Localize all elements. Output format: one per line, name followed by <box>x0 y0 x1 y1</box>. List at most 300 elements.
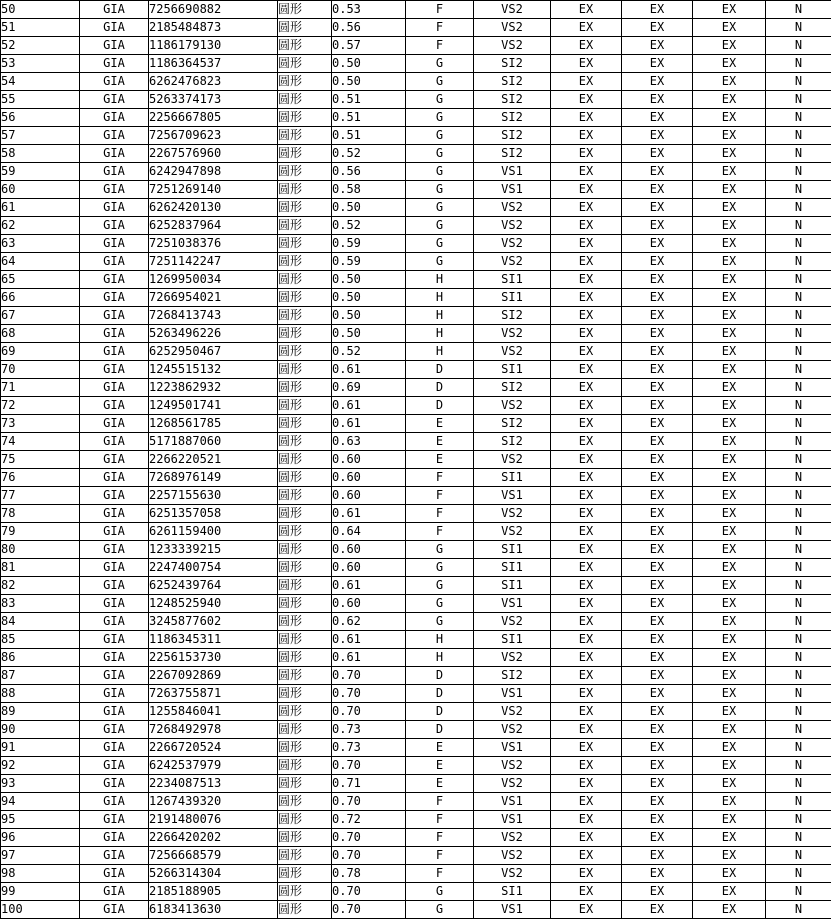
lab-cell: GIA <box>80 865 149 883</box>
shape-cell: 圆形 <box>278 307 332 325</box>
fluorescence-cell: N <box>766 613 831 631</box>
row-number: 70 <box>1 361 80 379</box>
clarity-cell: VS1 <box>474 685 551 703</box>
row-number: 85 <box>1 631 80 649</box>
lab-cell: GIA <box>80 757 149 775</box>
fluorescence-cell: N <box>766 541 831 559</box>
shape-cell: 圆形 <box>278 127 332 145</box>
fluorescence-cell: N <box>766 433 831 451</box>
cut-grade-cell: EX <box>551 505 622 523</box>
cut-grade-cell: EX <box>551 847 622 865</box>
carat-cell: 0.70 <box>332 901 406 919</box>
clarity-cell: VS1 <box>474 181 551 199</box>
clarity-cell: VS2 <box>474 1 551 19</box>
table-row <box>1 181 831 199</box>
carat-cell: 0.59 <box>332 253 406 271</box>
symmetry-cell: EX <box>693 595 766 613</box>
row-number: 59 <box>1 163 80 181</box>
symmetry-cell: EX <box>693 181 766 199</box>
table-row <box>1 415 831 433</box>
clarity-cell: VS2 <box>474 649 551 667</box>
fluorescence-cell: N <box>766 91 831 109</box>
shape-cell: 圆形 <box>278 829 332 847</box>
color-grade-cell: G <box>406 559 474 577</box>
certificate-number: 1267439320 <box>149 793 278 811</box>
polish-cell: EX <box>622 415 693 433</box>
certificate-number: 1245515132 <box>149 361 278 379</box>
lab-cell: GIA <box>80 631 149 649</box>
fluorescence-cell: N <box>766 253 831 271</box>
symmetry-cell: EX <box>693 325 766 343</box>
row-number: 63 <box>1 235 80 253</box>
lab-cell: GIA <box>80 541 149 559</box>
carat-cell: 0.50 <box>332 307 406 325</box>
carat-cell: 0.73 <box>332 721 406 739</box>
carat-cell: 0.61 <box>332 631 406 649</box>
clarity-cell: VS2 <box>474 217 551 235</box>
color-grade-cell: E <box>406 415 474 433</box>
shape-cell: 圆形 <box>278 901 332 919</box>
certificate-number: 6262420130 <box>149 199 278 217</box>
row-number: 74 <box>1 433 80 451</box>
carat-cell: 0.72 <box>332 811 406 829</box>
row-number: 69 <box>1 343 80 361</box>
clarity-cell: VS2 <box>474 865 551 883</box>
row-number: 94 <box>1 793 80 811</box>
polish-cell: EX <box>622 55 693 73</box>
cut-grade-cell: EX <box>551 667 622 685</box>
symmetry-cell: EX <box>693 541 766 559</box>
carat-cell: 0.58 <box>332 181 406 199</box>
row-number: 75 <box>1 451 80 469</box>
shape-cell: 圆形 <box>278 775 332 793</box>
row-number: 65 <box>1 271 80 289</box>
cut-grade-cell: EX <box>551 1 622 19</box>
certificate-number: 1268561785 <box>149 415 278 433</box>
row-number: 78 <box>1 505 80 523</box>
row-number: 96 <box>1 829 80 847</box>
fluorescence-cell: N <box>766 55 831 73</box>
shape-cell: 圆形 <box>278 595 332 613</box>
color-grade-cell: D <box>406 685 474 703</box>
cut-grade-cell: EX <box>551 397 622 415</box>
color-grade-cell: F <box>406 487 474 505</box>
certificate-number: 2266220521 <box>149 451 278 469</box>
clarity-cell: SI2 <box>474 667 551 685</box>
row-number: 61 <box>1 199 80 217</box>
cut-grade-cell: EX <box>551 613 622 631</box>
certificate-number: 5171887060 <box>149 433 278 451</box>
carat-cell: 0.61 <box>332 505 406 523</box>
row-number: 86 <box>1 649 80 667</box>
clarity-cell: VS1 <box>474 811 551 829</box>
clarity-cell: VS2 <box>474 721 551 739</box>
polish-cell: EX <box>622 631 693 649</box>
symmetry-cell: EX <box>693 451 766 469</box>
table-row <box>1 649 831 667</box>
color-grade-cell: E <box>406 739 474 757</box>
clarity-cell: VS2 <box>474 19 551 37</box>
polish-cell: EX <box>622 469 693 487</box>
shape-cell: 圆形 <box>278 397 332 415</box>
color-grade-cell: F <box>406 865 474 883</box>
lab-cell: GIA <box>80 739 149 757</box>
lab-cell: GIA <box>80 433 149 451</box>
fluorescence-cell: N <box>766 235 831 253</box>
row-number: 91 <box>1 739 80 757</box>
symmetry-cell: EX <box>693 361 766 379</box>
row-number: 92 <box>1 757 80 775</box>
color-grade-cell: G <box>406 55 474 73</box>
table-row <box>1 901 831 919</box>
clarity-cell: SI2 <box>474 433 551 451</box>
row-number: 99 <box>1 883 80 901</box>
lab-cell: GIA <box>80 217 149 235</box>
shape-cell: 圆形 <box>278 217 332 235</box>
shape-cell: 圆形 <box>278 37 332 55</box>
certificate-number: 6183413630 <box>149 901 278 919</box>
clarity-cell: VS1 <box>474 487 551 505</box>
certificate-number: 6251357058 <box>149 505 278 523</box>
lab-cell: GIA <box>80 379 149 397</box>
symmetry-cell: EX <box>693 847 766 865</box>
shape-cell: 圆形 <box>278 145 332 163</box>
shape-cell: 圆形 <box>278 361 332 379</box>
color-grade-cell: G <box>406 91 474 109</box>
symmetry-cell: EX <box>693 127 766 145</box>
carat-cell: 0.61 <box>332 361 406 379</box>
shape-cell: 圆形 <box>278 667 332 685</box>
symmetry-cell: EX <box>693 73 766 91</box>
color-grade-cell: F <box>406 19 474 37</box>
symmetry-cell: EX <box>693 235 766 253</box>
shape-cell: 圆形 <box>278 721 332 739</box>
clarity-cell: SI1 <box>474 469 551 487</box>
lab-cell: GIA <box>80 199 149 217</box>
polish-cell: EX <box>622 739 693 757</box>
table-row <box>1 559 831 577</box>
carat-cell: 0.50 <box>332 55 406 73</box>
color-grade-cell: G <box>406 127 474 145</box>
shape-cell: 圆形 <box>278 793 332 811</box>
table-row <box>1 433 831 451</box>
table-row <box>1 271 831 289</box>
polish-cell: EX <box>622 703 693 721</box>
lab-cell: GIA <box>80 649 149 667</box>
cut-grade-cell: EX <box>551 181 622 199</box>
shape-cell: 圆形 <box>278 505 332 523</box>
symmetry-cell: EX <box>693 415 766 433</box>
fluorescence-cell: N <box>766 217 831 235</box>
clarity-cell: SI2 <box>474 415 551 433</box>
cut-grade-cell: EX <box>551 199 622 217</box>
clarity-cell: SI2 <box>474 55 551 73</box>
polish-cell: EX <box>622 523 693 541</box>
carat-cell: 0.61 <box>332 415 406 433</box>
lab-cell: GIA <box>80 469 149 487</box>
cut-grade-cell: EX <box>551 901 622 919</box>
certificate-number: 6242947898 <box>149 163 278 181</box>
fluorescence-cell: N <box>766 739 831 757</box>
shape-cell: 圆形 <box>278 739 332 757</box>
clarity-cell: VS2 <box>474 199 551 217</box>
lab-cell: GIA <box>80 577 149 595</box>
row-number: 62 <box>1 217 80 235</box>
row-number: 68 <box>1 325 80 343</box>
lab-cell: GIA <box>80 487 149 505</box>
carat-cell: 0.70 <box>332 757 406 775</box>
table-row <box>1 307 831 325</box>
carat-cell: 0.78 <box>332 865 406 883</box>
symmetry-cell: EX <box>693 55 766 73</box>
clarity-cell: VS2 <box>474 253 551 271</box>
fluorescence-cell: N <box>766 127 831 145</box>
lab-cell: GIA <box>80 883 149 901</box>
polish-cell: EX <box>622 541 693 559</box>
clarity-cell: VS1 <box>474 901 551 919</box>
fluorescence-cell: N <box>766 523 831 541</box>
table-row <box>1 361 831 379</box>
fluorescence-cell: N <box>766 289 831 307</box>
clarity-cell: VS2 <box>474 325 551 343</box>
cut-grade-cell: EX <box>551 145 622 163</box>
symmetry-cell: EX <box>693 397 766 415</box>
certificate-number: 2256153730 <box>149 649 278 667</box>
symmetry-cell: EX <box>693 37 766 55</box>
polish-cell: EX <box>622 361 693 379</box>
fluorescence-cell: N <box>766 865 831 883</box>
table-row <box>1 235 831 253</box>
certificate-number: 1249501741 <box>149 397 278 415</box>
certificate-number: 1223862932 <box>149 379 278 397</box>
color-grade-cell: G <box>406 199 474 217</box>
carat-cell: 0.50 <box>332 325 406 343</box>
color-grade-cell: D <box>406 721 474 739</box>
lab-cell: GIA <box>80 1 149 19</box>
color-grade-cell: H <box>406 325 474 343</box>
color-grade-cell: D <box>406 397 474 415</box>
row-number: 100 <box>1 901 80 919</box>
color-grade-cell: D <box>406 703 474 721</box>
shape-cell: 圆形 <box>278 109 332 127</box>
color-grade-cell: G <box>406 163 474 181</box>
lab-cell: GIA <box>80 325 149 343</box>
row-number: 71 <box>1 379 80 397</box>
certificate-number: 1186179130 <box>149 37 278 55</box>
fluorescence-cell: N <box>766 271 831 289</box>
certificate-number: 7268976149 <box>149 469 278 487</box>
clarity-cell: VS2 <box>474 523 551 541</box>
carat-cell: 0.70 <box>332 703 406 721</box>
certificate-number: 5263374173 <box>149 91 278 109</box>
fluorescence-cell: N <box>766 901 831 919</box>
certificate-number: 7251269140 <box>149 181 278 199</box>
row-number: 57 <box>1 127 80 145</box>
lab-cell: GIA <box>80 901 149 919</box>
table-row <box>1 685 831 703</box>
symmetry-cell: EX <box>693 307 766 325</box>
fluorescence-cell: N <box>766 361 831 379</box>
polish-cell: EX <box>622 253 693 271</box>
polish-cell: EX <box>622 595 693 613</box>
certificate-number: 7256668579 <box>149 847 278 865</box>
color-grade-cell: H <box>406 289 474 307</box>
clarity-cell: VS2 <box>474 775 551 793</box>
color-grade-cell: G <box>406 235 474 253</box>
carat-cell: 0.56 <box>332 19 406 37</box>
row-number: 89 <box>1 703 80 721</box>
table-row <box>1 19 831 37</box>
carat-cell: 0.52 <box>332 217 406 235</box>
certificate-number: 2247400754 <box>149 559 278 577</box>
table-row <box>1 847 831 865</box>
carat-cell: 0.60 <box>332 469 406 487</box>
cut-grade-cell: EX <box>551 55 622 73</box>
table-row <box>1 343 831 361</box>
cut-grade-cell: EX <box>551 271 622 289</box>
row-number: 77 <box>1 487 80 505</box>
cut-grade-cell: EX <box>551 775 622 793</box>
table-row <box>1 145 831 163</box>
clarity-cell: SI1 <box>474 883 551 901</box>
clarity-cell: SI2 <box>474 145 551 163</box>
polish-cell: EX <box>622 307 693 325</box>
certificate-number: 2266720524 <box>149 739 278 757</box>
lab-cell: GIA <box>80 415 149 433</box>
carat-cell: 0.63 <box>332 433 406 451</box>
symmetry-cell: EX <box>693 289 766 307</box>
table-row <box>1 451 831 469</box>
lab-cell: GIA <box>80 109 149 127</box>
symmetry-cell: EX <box>693 649 766 667</box>
lab-cell: GIA <box>80 829 149 847</box>
fluorescence-cell: N <box>766 307 831 325</box>
table-row <box>1 127 831 145</box>
cut-grade-cell: EX <box>551 541 622 559</box>
color-grade-cell: G <box>406 541 474 559</box>
polish-cell: EX <box>622 559 693 577</box>
clarity-cell: VS1 <box>474 163 551 181</box>
table-row <box>1 541 831 559</box>
certificate-number: 2185484873 <box>149 19 278 37</box>
clarity-cell: SI2 <box>474 91 551 109</box>
carat-cell: 0.52 <box>332 145 406 163</box>
table-row <box>1 775 831 793</box>
polish-cell: EX <box>622 181 693 199</box>
shape-cell: 圆形 <box>278 1 332 19</box>
symmetry-cell: EX <box>693 271 766 289</box>
clarity-cell: VS2 <box>474 235 551 253</box>
cut-grade-cell: EX <box>551 163 622 181</box>
row-number: 79 <box>1 523 80 541</box>
certificate-number: 6242537979 <box>149 757 278 775</box>
clarity-cell: SI2 <box>474 109 551 127</box>
lab-cell: GIA <box>80 271 149 289</box>
clarity-cell: VS2 <box>474 343 551 361</box>
carat-cell: 0.69 <box>332 379 406 397</box>
symmetry-cell: EX <box>693 199 766 217</box>
lab-cell: GIA <box>80 361 149 379</box>
carat-cell: 0.70 <box>332 847 406 865</box>
symmetry-cell: EX <box>693 901 766 919</box>
fluorescence-cell: N <box>766 595 831 613</box>
lab-cell: GIA <box>80 685 149 703</box>
fluorescence-cell: N <box>766 199 831 217</box>
table-body <box>1 1 831 919</box>
lab-cell: GIA <box>80 451 149 469</box>
cut-grade-cell: EX <box>551 685 622 703</box>
polish-cell: EX <box>622 1 693 19</box>
carat-cell: 0.59 <box>332 235 406 253</box>
color-grade-cell: F <box>406 523 474 541</box>
row-number: 88 <box>1 685 80 703</box>
cut-grade-cell: EX <box>551 631 622 649</box>
polish-cell: EX <box>622 127 693 145</box>
cut-grade-cell: EX <box>551 523 622 541</box>
table-row <box>1 1 831 19</box>
clarity-cell: VS2 <box>474 397 551 415</box>
table-row <box>1 613 831 631</box>
shape-cell: 圆形 <box>278 451 332 469</box>
table-row <box>1 865 831 883</box>
cut-grade-cell: EX <box>551 379 622 397</box>
table-row <box>1 163 831 181</box>
polish-cell: EX <box>622 145 693 163</box>
cut-grade-cell: EX <box>551 415 622 433</box>
table-row <box>1 829 831 847</box>
row-number: 56 <box>1 109 80 127</box>
symmetry-cell: EX <box>693 793 766 811</box>
fluorescence-cell: N <box>766 325 831 343</box>
cut-grade-cell: EX <box>551 793 622 811</box>
table-row <box>1 487 831 505</box>
clarity-cell: VS2 <box>474 757 551 775</box>
cut-grade-cell: EX <box>551 37 622 55</box>
certificate-number: 7266954021 <box>149 289 278 307</box>
lab-cell: GIA <box>80 397 149 415</box>
certificate-number: 2256667805 <box>149 109 278 127</box>
lab-cell: GIA <box>80 181 149 199</box>
color-grade-cell: G <box>406 577 474 595</box>
table-row <box>1 721 831 739</box>
symmetry-cell: EX <box>693 775 766 793</box>
cut-grade-cell: EX <box>551 253 622 271</box>
lab-cell: GIA <box>80 37 149 55</box>
polish-cell: EX <box>622 847 693 865</box>
row-number: 84 <box>1 613 80 631</box>
carat-cell: 0.60 <box>332 595 406 613</box>
fluorescence-cell: N <box>766 559 831 577</box>
fluorescence-cell: N <box>766 37 831 55</box>
polish-cell: EX <box>622 433 693 451</box>
symmetry-cell: EX <box>693 1 766 19</box>
fluorescence-cell: N <box>766 487 831 505</box>
certificate-number: 1255846041 <box>149 703 278 721</box>
cut-grade-cell: EX <box>551 433 622 451</box>
clarity-cell: VS1 <box>474 739 551 757</box>
shape-cell: 圆形 <box>278 577 332 595</box>
lab-cell: GIA <box>80 847 149 865</box>
symmetry-cell: EX <box>693 739 766 757</box>
clarity-cell: SI1 <box>474 271 551 289</box>
shape-cell: 圆形 <box>278 379 332 397</box>
color-grade-cell: H <box>406 343 474 361</box>
carat-cell: 0.53 <box>332 1 406 19</box>
cut-grade-cell: EX <box>551 559 622 577</box>
certificate-number: 2266420202 <box>149 829 278 847</box>
color-grade-cell: G <box>406 145 474 163</box>
fluorescence-cell: N <box>766 793 831 811</box>
